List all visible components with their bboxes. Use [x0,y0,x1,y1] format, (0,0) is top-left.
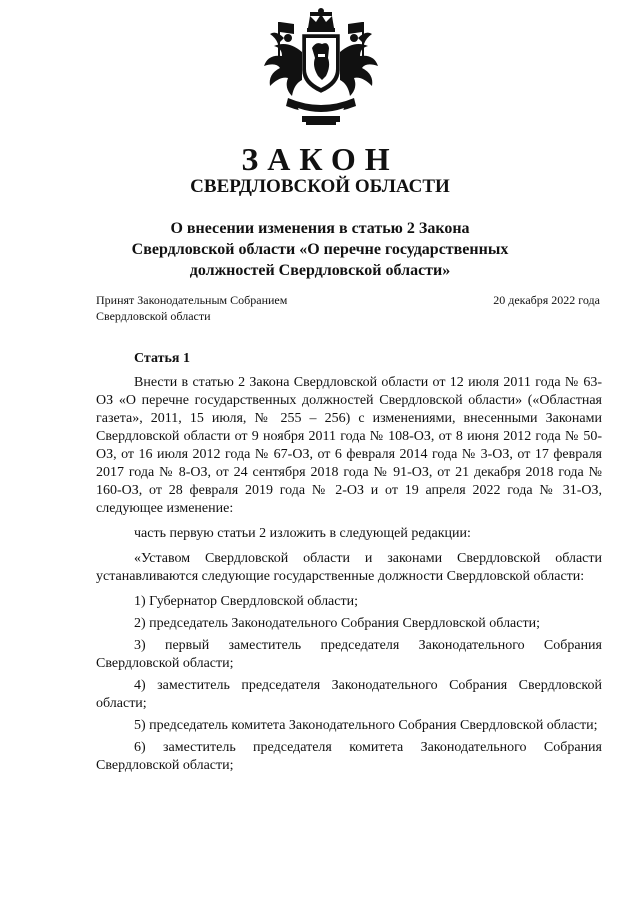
law-heading [100,218,540,281]
list-item: 4) заместитель председателя Законодательного Собрания Свердловской области; [96,678,602,711]
adopted-by-line: Свердловской области [96,309,211,323]
law-heading-line: Свердловской области «О перечне государственных [131,241,509,258]
law-heading-line: должностей Свердловской области» [189,262,451,279]
coat-of-arms-emblem [258,8,384,126]
paragraph: Внести в статью 2 Закона Свердловской области от 12 июля 2011 года № 63-ОЗ «О перечне государственных должностей Свердловской области» («Областная газета», 2011, 15 июля, № 255 – 256) с изменениями, внесенными Законами Свердловской области от 9 ноября 2011 года № 108-ОЗ, от 8 июня 2012 года № 50-ОЗ, от 16 июля 2012 года № 67-ОЗ, от 6 февраля 2014 года № 3-ОЗ, от 17 февраля 2017 года № 8-ОЗ, от 24 сентября 2018 года № 91-ОЗ, от 21 декабря 2018 года № 160-ОЗ, от 28 февраля 2019 года № 2-ОЗ и от 19 апреля 2022 года № 31-ОЗ, следующее изменение: [96,375,602,516]
list-item: 5) председатель комитета Законодательного Собрания Свердловской области; [134,718,598,733]
document-subtitle: СВЕРДЛОВСКОЙ ОБЛАСТИ [190,176,450,197]
list-item: 2) председатель Законодательного Собрания Свердловской области; [134,616,540,631]
document-title: ЗАКОН [241,141,399,177]
document-body [96,350,602,779]
law-heading-line: О внесении изменения в статью 2 Закона [170,220,470,237]
paragraph: «Уставом Свердловской области и законами Свердловской области устанавливаются следующие государственные должности Свердловской области: [96,551,602,584]
list-item: 3) первый заместитель председателя Законодательного Собрания Свердловской области; [96,638,602,671]
adopted-by [96,292,287,324]
list-item: 1) Губернатор Свердловской области; [134,594,358,609]
article-title: Статья 1 [134,351,190,366]
adoption-date: 20 декабря 2022 года [493,293,600,307]
adopted-by-line: Принят Законодательным Собранием [96,293,288,307]
list-item: 6) заместитель председателя комитета Законодательного Собрания Свердловской области; [96,740,602,773]
paragraph: часть первую статьи 2 изложить в следующей редакции: [134,526,471,541]
